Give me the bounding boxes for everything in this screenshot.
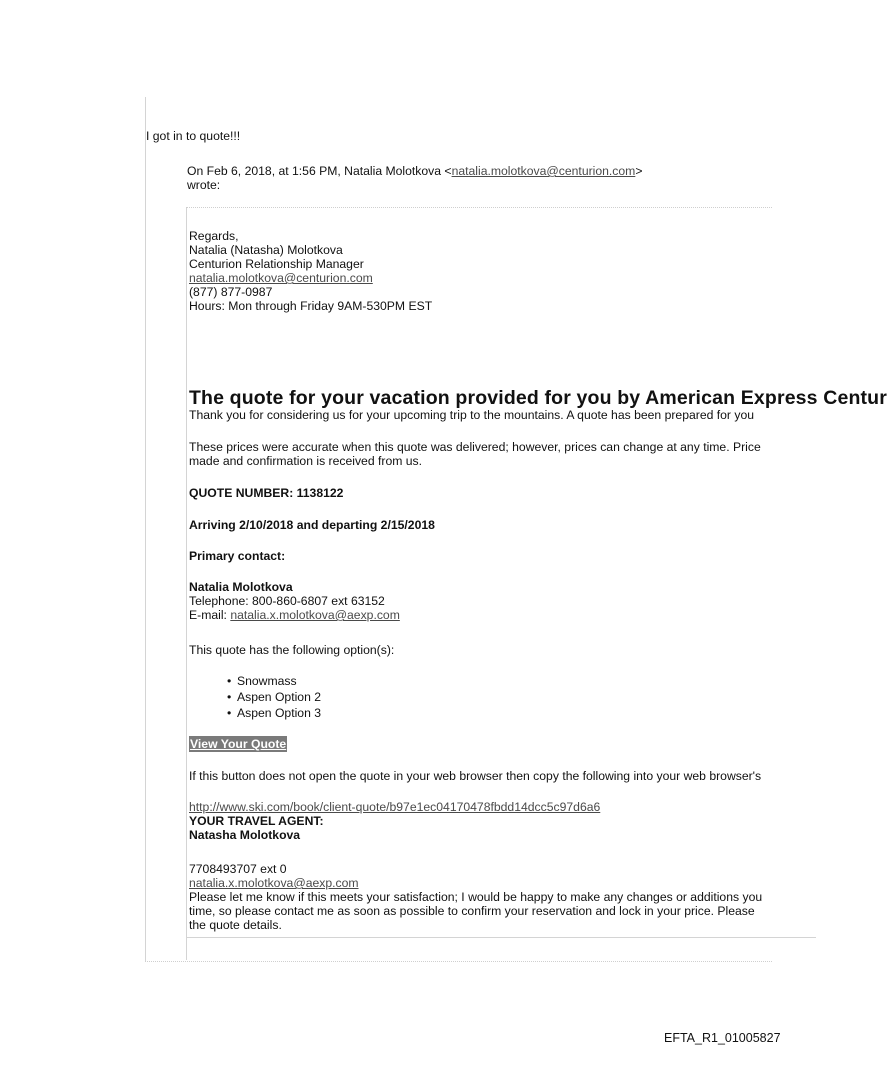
- option-item: • Aspen Option 2: [189, 690, 321, 706]
- signature-name: Natalia (Natasha) Molotkova: [189, 243, 343, 257]
- option-item: • Aspen Option 3: [189, 706, 321, 722]
- outer-bottom-border: [145, 961, 772, 962]
- quote-header: [187, 164, 807, 192]
- signature-email-link[interactable]: natalia.molotkova@centurion.com: [189, 271, 373, 285]
- signature-hours: Hours: Mon through Friday 9AM-530PM EST: [189, 299, 433, 313]
- browser-hint: If this button does not open the quote in your web browser then copy the following into your web browser's: [189, 769, 762, 783]
- signature-regards: Regards,: [189, 229, 239, 243]
- agent-contact: [189, 862, 762, 932]
- closing-line-1: Please let me know if this meets your satisfaction; I would be happy to make any changes or additions you: [189, 890, 763, 904]
- primary-contact-label: Primary contact:: [189, 549, 286, 563]
- quote-intro: Thank you for considering us for your upcoming trip to the mountains. A quote has been prepared for you: [189, 408, 755, 422]
- closing-line-2: time, so please contact me as soon as possible to confirm your reservation and lock in your price. Please: [189, 904, 755, 918]
- options-list: [189, 674, 321, 722]
- agent-label: YOUR TRAVEL AGENT:: [189, 814, 324, 828]
- inner-top-border: [186, 207, 772, 208]
- contact-email-prefix: E-mail:: [189, 608, 231, 622]
- quote-header-prefix: On Feb 6, 2018, at 1:56 PM, Natalia Molotkova <: [187, 164, 452, 178]
- agent-phone: 7708493707 ext 0: [189, 862, 287, 876]
- options-intro: This quote has the following option(s):: [189, 643, 395, 657]
- inner-bottom-border: [186, 937, 816, 938]
- quote-header-wrote: wrote:: [187, 178, 221, 192]
- view-quote-button[interactable]: View Your Quote: [190, 737, 287, 751]
- agent-email-link[interactable]: natalia.x.molotkova@aexp.com: [189, 876, 359, 890]
- option-item: • Snowmass: [189, 674, 321, 690]
- quote-heading: The quote for your vacation provided for you by American Express Centur: [189, 387, 887, 409]
- view-quote-wrapper: [189, 737, 287, 751]
- quote-header-suffix: >: [635, 164, 643, 178]
- closing-line-3: the quote details.: [189, 918, 282, 932]
- agent-block: [189, 800, 600, 842]
- agent-name: Natasha Molotkova: [189, 828, 301, 842]
- primary-contact: [189, 580, 400, 622]
- signature-role: Centurion Relationship Manager: [189, 257, 364, 271]
- contact-telephone: Telephone: 800-860-6807 ext 63152: [189, 594, 385, 608]
- quote-number: QUOTE NUMBER: 1138122: [189, 486, 344, 500]
- contact-name: Natalia Molotkova: [189, 580, 293, 594]
- travel-dates: Arriving 2/10/2018 and departing 2/15/2018: [189, 518, 435, 532]
- outer-left-border: [145, 97, 146, 961]
- signature-block: [189, 229, 432, 313]
- inner-left-border: [186, 208, 187, 960]
- document-id: EFTA_R1_01005827: [664, 1031, 781, 1045]
- prices-notice: [189, 440, 761, 468]
- quote-url-link[interactable]: http://www.ski.com/book/client-quote/b97e1ec04170478fbdd14dcc5c97d6a6: [189, 800, 601, 814]
- prices-line-1: These prices were accurate when this quote was delivered; however, prices can change at any time. Price: [189, 440, 761, 454]
- top-message: I got in to quote!!!: [146, 129, 241, 143]
- contact-email-link[interactable]: natalia.x.molotkova@aexp.com: [230, 608, 400, 622]
- prices-line-2: made and confirmation is received from us.: [189, 454, 423, 468]
- sender-email-link[interactable]: natalia.molotkova@centurion.com: [451, 164, 636, 178]
- signature-phone: (877) 877-0987: [189, 285, 273, 299]
